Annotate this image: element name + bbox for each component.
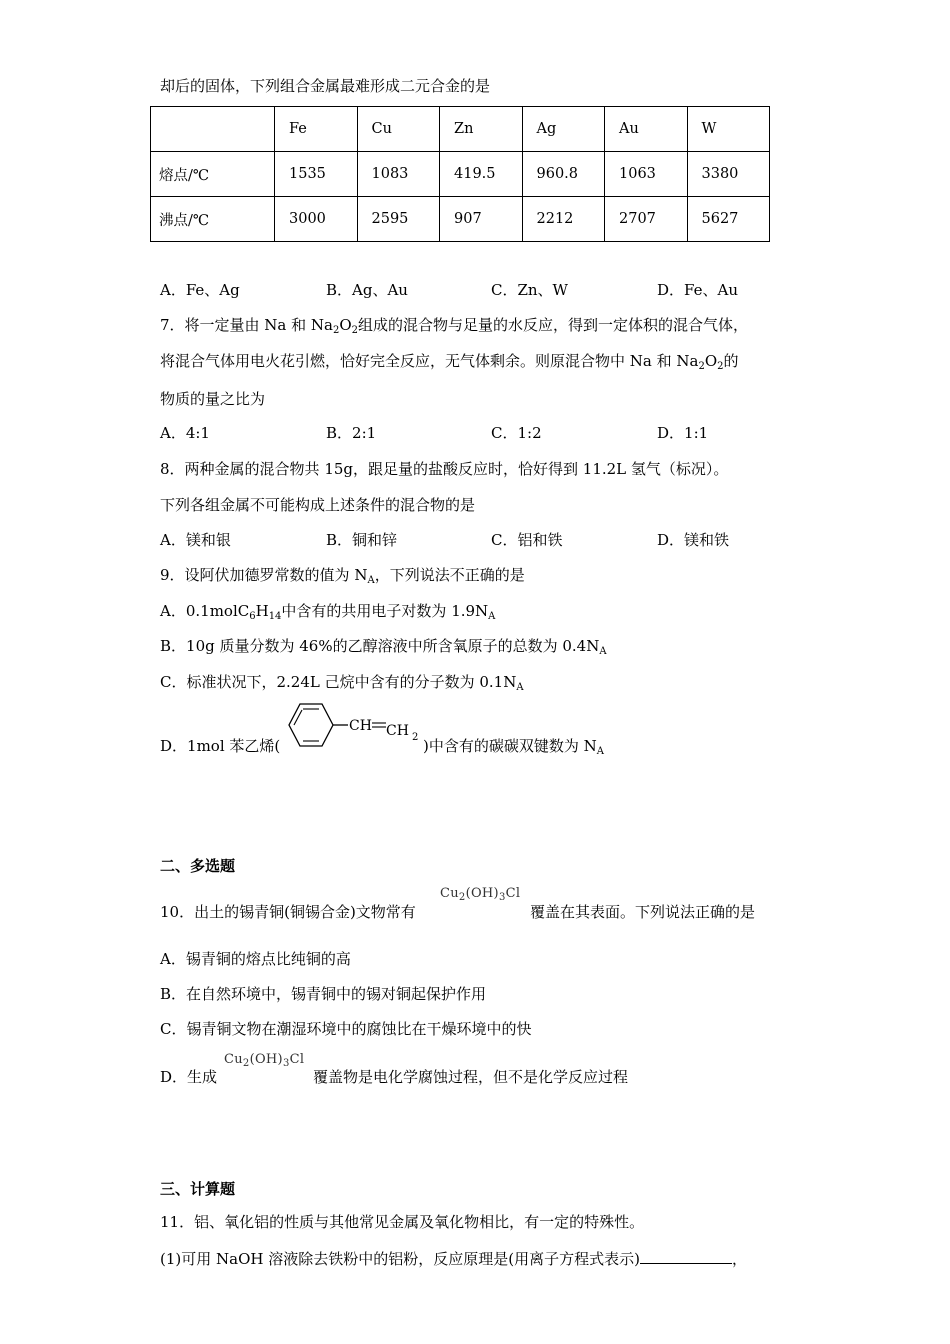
q7-option-c: C．1:2: [491, 424, 542, 442]
table-header-cell: Au: [605, 107, 688, 152]
q8-option-a: A．镁和银: [160, 531, 231, 549]
q6-option-d: D．Fe、Au: [657, 281, 738, 299]
q10-option-b: B．在自然环境中，锡青铜中的锡对铜起保护作用: [160, 985, 487, 1003]
section-title-multiple-choice: 二、多选题: [160, 857, 236, 875]
q11-line-2: (1)可用 NaOH 溶液除去铁粉中的铝粉，反应原理是(用离子方程式表示) ，: [160, 1250, 747, 1268]
table-header-cell: [151, 107, 275, 152]
q10-formula: $Cu_2(OH)_3Cl$: [440, 886, 521, 903]
q9-option-d-suffix: )中含有的碳碳双键数为 $N_A$: [423, 737, 604, 757]
q9-option-a: A．$0.1molC_6H_{14}$中含有的共用电子对数为 $1.9N_A$: [160, 602, 496, 622]
q9-option-d-prefix: D．1mol 苯乙烯(: [160, 737, 281, 755]
table-row: [151, 197, 770, 242]
q10-option-d-formula: $Cu_2(OH)_3Cl$: [224, 1052, 305, 1069]
table-header-cell: Cu: [357, 107, 440, 152]
styrene-sub-label: 2: [412, 732, 419, 743]
q10-option-d-suffix: 覆盖物是电化学腐蚀过程，但不是化学反应过程: [313, 1068, 629, 1086]
q11-line-1: 11．铝、氧化铝的性质与其他常见金属及氧化物相比，有一定的特殊性。: [160, 1213, 645, 1231]
q10-stem-b: 覆盖在其表面。下列说法正确的是: [530, 903, 756, 921]
metal-properties-table: [150, 106, 770, 242]
q6-option-a: A．Fe、Ag: [160, 281, 240, 299]
q7-option-a: A．4:1: [160, 424, 210, 442]
table-header-cell: W: [687, 107, 770, 152]
table-cell: 2595: [357, 197, 440, 242]
row-label: 沸点/℃: [151, 197, 275, 242]
table-cell: 1063: [605, 152, 688, 197]
q10-stem-a: 10．出土的锡青铜(铜锡合金)文物常有: [160, 903, 416, 921]
table-cell: 3000: [275, 197, 358, 242]
answer-blank[interactable]: [640, 1249, 732, 1264]
q8-option-d: D．镁和铁: [657, 531, 730, 549]
table-header-cell: Ag: [522, 107, 605, 152]
table-cell: 907: [440, 197, 523, 242]
table-cell: 1535: [275, 152, 358, 197]
q7-line-1: 7．将一定量由 Na 和 $Na_2O_2$组成的混合物与足量的水反应，得到一定体积的混合气体，: [160, 316, 749, 336]
table-cell: 1083: [357, 152, 440, 197]
q10-option-d-prefix: D．生成: [160, 1068, 218, 1086]
styrene-ch2-label: CH: [386, 723, 409, 739]
q6-option-b: B．Ag、Au: [326, 281, 408, 299]
table-cell: 960.8: [522, 152, 605, 197]
styrene-structure-icon: [278, 700, 424, 756]
q8-option-c: C．铝和铁: [491, 531, 563, 549]
table-header-cell: Zn: [440, 107, 523, 152]
table-cell: 2212: [522, 197, 605, 242]
styrene-ch-label: CH: [349, 718, 372, 734]
table-cell: 419.5: [440, 152, 523, 197]
q9-option-c: C．标准状况下，2.24L 己烷中含有的分子数为 $0.1N_A$: [160, 673, 524, 693]
table-header-row: [151, 107, 770, 152]
q8-line-1: 8．两种金属的混合物共 15g，跟足量的盐酸反应时，恰好得到 11.2L 氢气（标况）。: [160, 460, 729, 478]
table-cell: 5627: [687, 197, 770, 242]
q6-option-c: C．Zn、W: [491, 281, 568, 299]
q8-option-b: B．铜和锌: [326, 531, 398, 549]
table-cell: 2707: [605, 197, 688, 242]
intro-line: 却后的固体，下列组合金属最难形成二元合金的是: [160, 77, 491, 95]
q8-line-2: 下列各组金属不可能构成上述条件的混合物的是: [160, 496, 476, 514]
q7-option-b: B．2:1: [326, 424, 377, 442]
q10-option-a: A．锡青铜的熔点比纯铜的高: [160, 950, 351, 968]
q7-option-d: D．1:1: [657, 424, 709, 442]
q9-stem: 9．设阿伏加德罗常数的值为 $N_A$，下列说法不正确的是: [160, 566, 525, 586]
table-header-cell: Fe: [275, 107, 358, 152]
table-row: [151, 152, 770, 197]
q10-option-c: C．锡青铜文物在潮湿环境中的腐蚀比在干燥环境中的快: [160, 1020, 532, 1038]
q7-line-2: 将混合气体用电火花引燃，恰好完全反应，无气体剩余。则原混合物中 Na 和 $Na_2O_2$的: [160, 352, 739, 372]
table-cell: 3380: [687, 152, 770, 197]
row-label: 熔点/℃: [151, 152, 275, 197]
section-title-calculation: 三、计算题: [160, 1180, 236, 1198]
q9-option-b: B．10g 质量分数为 46%的乙醇溶液中所含氧原子的总数为 $0.4N_A$: [160, 637, 607, 657]
q7-line-3: 物质的量之比为: [160, 390, 266, 408]
